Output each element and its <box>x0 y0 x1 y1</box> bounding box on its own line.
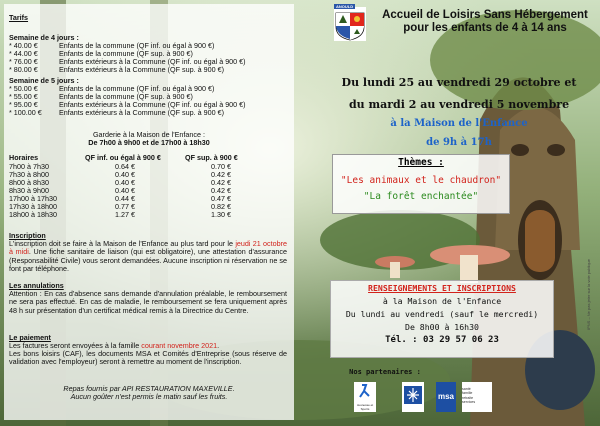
inscription-heading: Inscription <box>9 231 46 240</box>
dates-block: Du lundi 25 au vendredi 29 octobre et du mardi 2 au vendredi 5 novembre <box>341 76 577 111</box>
garderie-line1: Garderie à la Maison de l'Enfance : <box>92 130 206 139</box>
themes-heading: Thèmes : <box>398 157 444 168</box>
runner-icon <box>354 382 376 402</box>
price-row: * 100.00 € Enfants extérieurs à la Commune (QF sup. à 900 €) <box>9 108 224 117</box>
tarifs-heading: Tarifs <box>9 13 29 22</box>
partner-logo-caf <box>402 382 424 412</box>
price-row: * 44.00 € Enfants de la commune (QF sup. à 900 €) <box>9 49 193 58</box>
theme-1: "Les animaux et le chaudron" <box>340 175 502 186</box>
paiement-heading: Le paiement <box>9 333 51 342</box>
garderie-line2: De 7h00 à 9h00 et de 17h00 à 18h30 <box>88 138 210 147</box>
price-row: * 40.00 € Enfants de la commune (QF inf. ou égal à 900 €) <box>9 41 215 50</box>
repas-line1: Repas fournis par API RESTAURATION MAXEVILLE. <box>63 384 235 393</box>
themes-box <box>332 154 510 214</box>
renseignements-days: Du lundi au vendredi (sauf le mercredi) <box>345 309 539 319</box>
price-row: * 50.00 € Enfants de la commune (QF inf. ou égal à 900 €) <box>9 84 215 93</box>
price-row: * 55.00 € Enfants de la commune (QF sup. à 900 €) <box>9 92 193 101</box>
partners-heading: Nos partenaires : <box>349 368 421 376</box>
logo-caption: ANOULD <box>336 4 354 9</box>
renseignements-heading: RENSEIGNEMENTS ET INSCRIPTIONS <box>368 283 516 293</box>
partner-logo-jeunesse-sports: Jeunesse et Sports <box>354 382 376 412</box>
price-row: * 95.00 € Enfants extérieurs à la Commune (QF inf. ou égal à 900 €) <box>9 100 246 109</box>
partner-logo-services: santé famille retraite services <box>462 382 492 412</box>
paiement-text1: Les factures seront envoyées à la famille courant novembre 2021. <box>9 341 220 350</box>
info-panel: Tarifs Semaine de 4 jours : * 40.00 € Enfants de la commune (QF inf. ou égal à 900 €) * 44.00 € Enfants de la commune (QF sup. à 900 €) * 76.00 € Enfants extérieurs à la Commune (QF inf. ou égal à 900 €) * 80.00 € Enfants extérieurs à la Commune (QF sup. à 900 €) Semaine de 5 jours : * 50.00 € Enfants de la commune (QF inf. ou égal à 900 €) * 55.00 € Enfants de la commune (QF sup. à 900 €) * 95.00 € Enfants extérieurs à la Commune (QF inf. ou égal à 900 €) * 100.00 € Enfants extérieurs à la Commune (QF sup. à 900 €) Garderie à la Maison de l'Enfance : De 7h00 à 9h00 et de 17h00 à 18h30 Horaires QF inf. ou égal à 900 € QF sup. à 900 € 7h00 à 7h30 0.64 € 0.70 € 7h30 à 8h00 0.40 € 0.42 € 8h00 à 8h30 0.40 € 0.42 € 8h30 à 9h00 0.40 € 0.42 € 17h00 à 17h30 0.44 € 0.47 € 17h30 à 18h00 0.77 € 0.82 € 18h00 à 18h30 1.27 € 1.30 € Inscription L'inscription doit se faire à la Maison de l'Enfance au plus tard pour le jeudi 21 octobre à midi. Une fiche sanitaire de liaison (qui est obligatoire), une attestation d'assurance (Responsabilité Civile) vous seront demandées. Aucune inscription ni réservation ne se font par téléphone. Les annulations Attention : En cas d'absence sans demande d'annulation préalable, le remboursement ne sera pas effectué. En cas de maladie, le remboursement se fera uniquement après 48 h sur présentation d'un certificat médical remis à la Directrice du Centre. Le paiement Les factures seront envoyées à la famille courant novembre 2021. Les bons loisirs (CAF), les documents MSA et Comités d'Entreprise (sous réserve de validation avec l'employeur) seront à remettre au moment de l'inscription. Repas fournis par API RESTAURATION MAXEVILLE. Aucun goûter n'est permis le matin sauf les fruits. <box>4 4 294 420</box>
paiement-text2: Les bons loisirs (CAF), les documents MSA et Comités d'Entreprise (sous réserve de validation avec l'employeur) seront à remettre au moment de l'inscription. <box>9 349 287 367</box>
price-row: * 76.00 € Enfants extérieurs à la Commune (QF inf. ou égal à 900 €) <box>9 57 246 66</box>
renseignements-place: à la Maison de l'Enfance <box>382 296 502 306</box>
annulations-heading: Les annulations <box>9 281 64 290</box>
page-title: Accueil de Loisirs Sans Hébergement pour les enfants de 4 à 14 ans <box>382 9 588 34</box>
inscription-text: L'inscription doit se faire à la Maison de l'Enfance au plus tard pour le jeudi 21 octobre à midi. Une fiche sanitaire de liaison (qui est obligatoire), une attestation d'assurance (Responsabilité Civile) vous seront demandées. Aucune inscription ni réservation ne se font par téléphone. <box>9 239 288 274</box>
repas-line2: Aucun goûter n'est permis le matin sauf les fruits. <box>70 392 228 401</box>
annulations-text: Attention : En cas d'absence sans demande d'annulation préalable, le remboursement ne sera pas effectué. En cas de maladie, le remboursement se fera uniquement après 48 h sur présentation d'un certificat médical remis à la Directrice du Centre. <box>9 289 287 315</box>
renseignements-hours: De 8h00 à 16h30 <box>405 322 479 332</box>
four-days-heading: Semaine de 4 jours : <box>9 33 79 42</box>
renseignements-box <box>330 280 554 358</box>
snowflake-icon <box>402 382 424 412</box>
vertical-note: IPNS – Ne pas jeter sur la voie publique <box>586 259 591 330</box>
place-block: à la Maison de l'Enfance de 9h à 17h <box>390 118 528 148</box>
theme-2: "La forêt enchantée" <box>363 191 479 202</box>
renseignements-phone: Tél. : 03 29 57 06 23 <box>385 335 499 345</box>
anould-crest-logo <box>334 7 366 41</box>
price-row: * 80.00 € Enfants extérieurs à la Commune (QF sup. à 900 €) <box>9 65 224 74</box>
partner-logo-msa: msa <box>436 382 456 412</box>
five-days-heading: Semaine de 5 jours : <box>9 76 79 85</box>
